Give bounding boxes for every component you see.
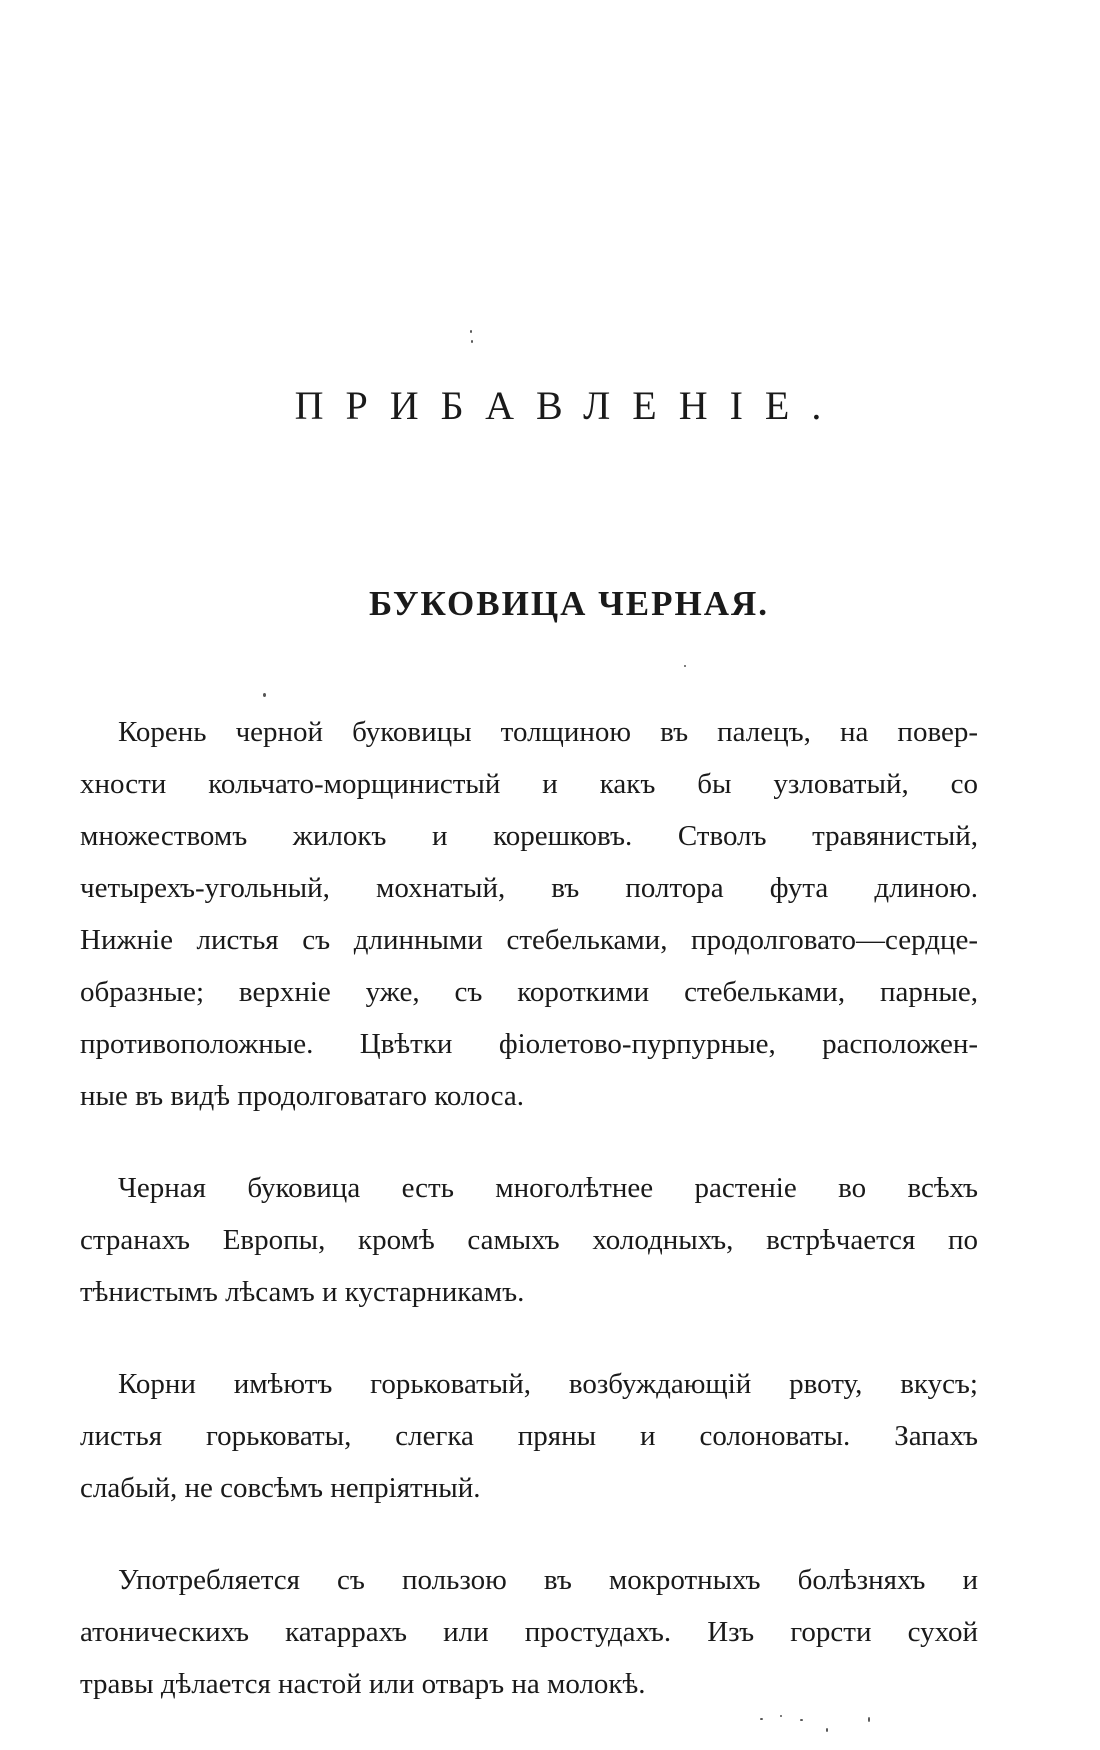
paragraph-taste	[80, 1358, 978, 1514]
article-body	[80, 706, 978, 1750]
paragraph-description	[80, 706, 978, 1122]
text-line: четырехъ-угольный, мохнатый, въ полтора фута длиною.	[80, 872, 978, 904]
text-line: атоническихъ катаррахъ или простудахъ. Изъ горсти сухой	[80, 1616, 978, 1648]
text-line: Черная буковица есть многолѣтнее растеніе во всѣхъ	[118, 1172, 978, 1204]
print-speck	[684, 665, 686, 667]
paragraph-usage	[80, 1554, 978, 1710]
print-speck	[263, 693, 266, 697]
text-line: Корни имѣютъ горьковатый, возбуждающій рвоту, вкусъ;	[118, 1368, 978, 1400]
text-line: травы дѣлается настой или отваръ на молокѣ.	[80, 1668, 646, 1700]
article-title: БУКОВИЦА ЧЕРНАЯ.	[368, 584, 770, 623]
text-line: множествомъ жилокъ и корешковъ. Стволъ травянистый,	[80, 820, 978, 852]
text-line: образные; верхніе уже, съ короткими стебельками, парные,	[80, 976, 978, 1008]
text-line: противоположные. Цвѣтки фіолетово-пурпурные, расположен-	[80, 1028, 978, 1060]
text-line: Нижніе листья съ длинными стебельками, продолговато—сердце-	[80, 924, 978, 956]
text-line: тѣнистымъ лѣсамъ и кустарникамъ.	[80, 1276, 525, 1308]
print-speck	[470, 330, 472, 333]
text-line: Употребляется съ пользою въ мокротныхъ болѣзняхъ и	[118, 1564, 978, 1596]
section-title: ПРИБАВЛЕНІЕ.	[294, 383, 844, 428]
text-line: странахъ Европы, кромѣ самыхъ холодныхъ, встрѣчается по	[80, 1224, 978, 1256]
text-line: листья горьковаты, слегка пряны и солоноваты. Запахъ	[80, 1420, 978, 1452]
text-line: ные въ видѣ продолговатаго колоса.	[80, 1080, 525, 1112]
text-line: Корень черной буковицы толщиною въ палецъ, на повер-	[118, 716, 978, 748]
text-line: слабый, не совсѣмъ непріятный.	[80, 1472, 481, 1504]
text-line: хности кольчато-морщинистый и какъ бы узловатый, со	[80, 768, 978, 800]
print-speck	[471, 340, 473, 343]
paragraph-habitat	[80, 1162, 978, 1318]
